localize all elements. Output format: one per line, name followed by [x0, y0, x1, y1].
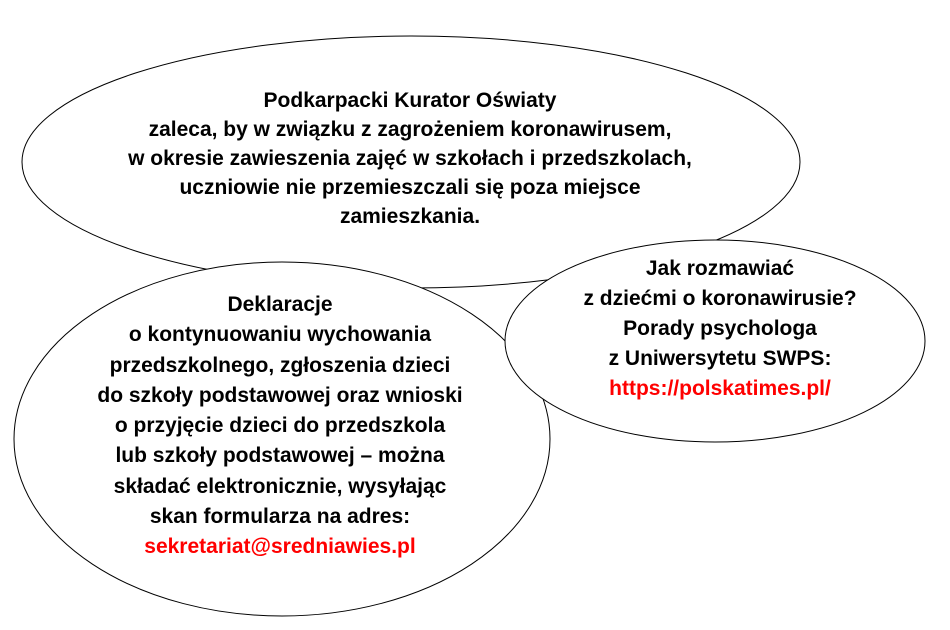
declarations-notice: [15, 290, 545, 563]
declarations-line: składać elektronicznie, wysyłając: [113, 474, 447, 498]
announcement-line: w okresie zawieszenia zajęć w szkołach i przedszkolach,: [128, 147, 692, 170]
kurator-announcement: [40, 86, 780, 231]
announcement-line: zamieszkania.: [339, 205, 481, 228]
declarations-line: o kontynuowaniu wychowania: [128, 323, 432, 347]
announcement-line: uczniowie nie przemieszczali się poza miejsce: [179, 176, 641, 199]
declarations-title: Deklaracje: [227, 293, 333, 316]
announcement-line: zaleca, by w związku z zagrożeniem koronawirusem,: [148, 118, 672, 141]
declarations-line: przedszkolnego, zgłoszenia dzieci: [109, 353, 451, 377]
announcement-title: Podkarpacki Kurator Oświaty: [263, 89, 557, 112]
declarations-line: skan formularza na adres:: [149, 505, 411, 529]
declarations-line: lub szkoły podstawowej – można: [115, 444, 445, 468]
advice-line: Porady psychologa: [623, 317, 817, 340]
email-link[interactable]: sekretariat@sredniawies.pl: [144, 535, 416, 559]
website-link[interactable]: https://polskatimes.pl/: [609, 377, 831, 400]
advice-line: z Uniwersytetu SWPS:: [608, 347, 832, 370]
declarations-line: o przyjęcie dzieci do przedszkola: [114, 414, 446, 438]
declarations-line: do szkoły podstawowej oraz wnioski: [97, 383, 463, 407]
psychologist-advice: [520, 254, 920, 404]
advice-title: Jak rozmawiać: [645, 257, 795, 280]
advice-line: z dziećmi o koronawirusie?: [583, 287, 857, 310]
